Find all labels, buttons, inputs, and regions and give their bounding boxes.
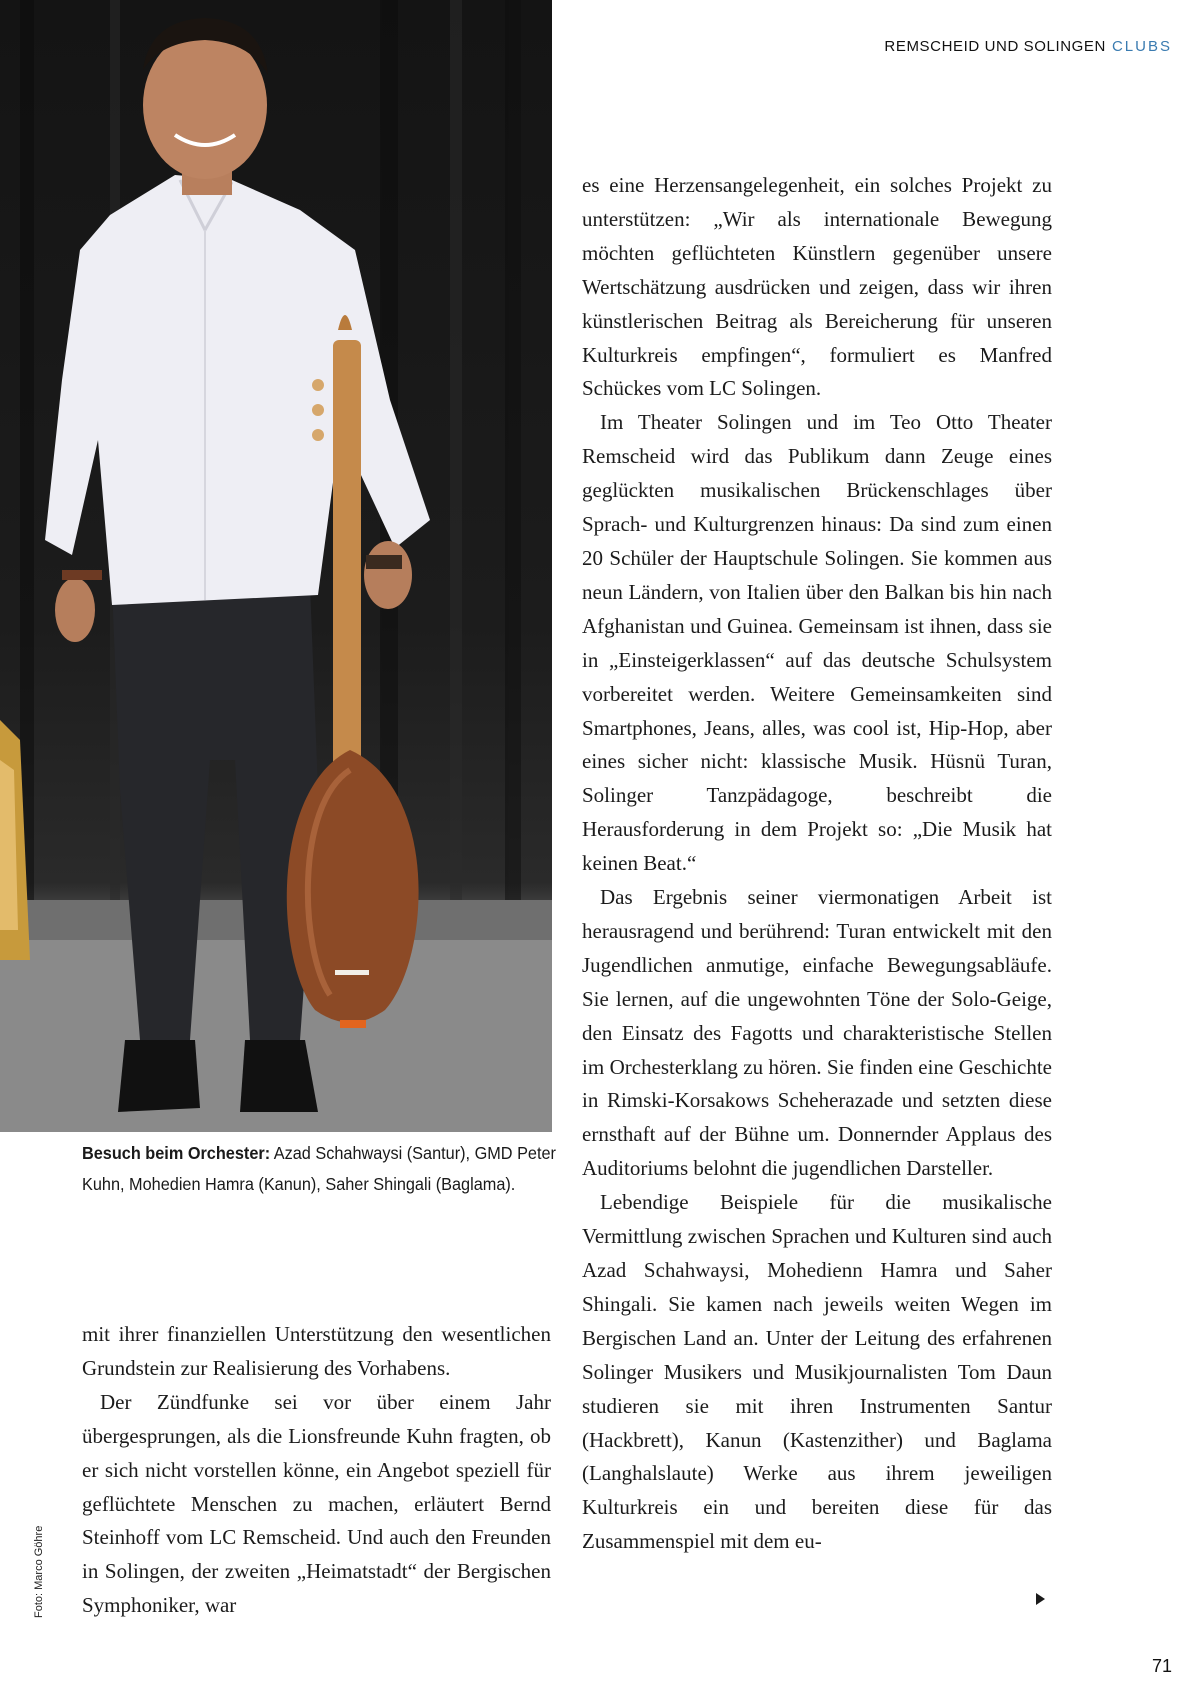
running-head	[884, 38, 1172, 55]
paragraph: Das Ergebnis seiner viermonatigen Arbeit ist herausragend und berührend: Turan entwickelt mit den Jugendlichen anmutige, einfache Bewegungsabläufe. Sie lernen, auf die ungewohnten Töne der Solo-Geige, den Einsatz des Fagotts und charakteristische Stellen im Orchesterklang zu hören. Sie finden eine Geschichte in Rimski-Korsakows Scheherazade und setzten diese ernsthaft auf der Bühne um. Donnernder Applaus des Auditoriums belohnt die jugendlichen Darsteller.	[582, 885, 1052, 1181]
page-number: 71	[1151, 1656, 1172, 1676]
triangle-right-icon	[1036, 1593, 1045, 1605]
paragraph: mit ihrer finanziellen Unterstützung den wesentlichen Grundstein zur Realisierung des Vorhabens.	[82, 1322, 551, 1380]
article-column-right	[582, 169, 1052, 1559]
section-label: CLUBS	[1111, 38, 1172, 55]
caption-lead: Besuch beim Orchester:	[82, 1143, 271, 1163]
running-title: REMSCHEID UND SOLINGEN	[884, 38, 1106, 55]
paragraph: es eine Herzensangelegenheit, ein solches Projekt zu unterstützen: „Wir als internationale Bewegung möchten geflüchteten Künstlern gegenüber unsere Wertschätzung ausdrücken und zeigen, dass wir ihren künstlerischen Beitrag als Bereicherung für unseren Kulturkreis empfingen“, formuliert es Manfred Schückes vom LC Solingen.	[582, 173, 1052, 401]
paragraph: Der Zündfunke sei vor über einem Jahr übergesprungen, als die Lionsfreunde Kuhn fragten, ob er sich nicht vorstellen könne, ein Angebot speziell für geflüchtete Menschen zu machen, erläutert Bernd Steinhoff vom LC Remscheid. Und auch den Freunden in Solingen, der zweiten „Heimatstadt“ der Bergischen Symphoniker, war	[82, 1389, 551, 1618]
article-photo	[0, 0, 552, 1132]
caption-text: Azad Schahwaysi (Santur), GMD Peter Kuhn, Mohedien Hamra (Kanun), Saher Shingali (Baglama).	[82, 1143, 556, 1194]
paragraph: Lebendige Beispiele für die musikalische Vermittlung zwischen Sprachen und Kulturen sind auch Azad Schahwaysi, Mohedienn Hamra und Saher Shingali. Sie kamen nach jeweils weiten Wegen im Bergischen Land an. Unter der Leitung des erfahrenen Solinger Musikers und Musikjournalisten Tom Daun studieren sie mit ihren Instrumenten Santur (Hackbrett), Kanun (Kastenzither) und Baglama (Langhalslaute) Werke aus ihrem jeweiligen Kulturkreis ein und bereiten diese für das Zusammenspiel mit dem eu-	[582, 1190, 1052, 1554]
photo-musician-with-baglama-illustration	[0, 0, 552, 1132]
article-column-left	[82, 1318, 551, 1623]
photo-credit: Foto: Marco Göhre	[33, 1525, 45, 1618]
paragraph: Im Theater Solingen und im Teo Otto Theater Remscheid wird das Publikum dann Zeuge eines geglückten musikalischen Brückenschlages über Sprach- und Kulturgrenzen hinaus: Da sind zum einen 20 Schüler der Hauptschule Solingen. Sie kommen aus neun Ländern, von Italien über den Balkan bis hin nach Afghanistan und Guinea. Gemeinsam ist ihnen, dass sie in „Einsteigerklassen“ auf das deutsche Schulsystem vorbereitet werden. Weitere Gemeinsamkeiten sind Smartphones, Jeans, alles, was cool ist, Hip-Hop, aber eines sicher nicht: klassische Musik. Hüsnü Turan, Solinger Tanzpädagoge, beschreibt die Herausforderung in dem Projekt so: „Die Musik hat keinen Beat.“	[582, 410, 1052, 876]
photo-caption	[82, 1138, 556, 1200]
